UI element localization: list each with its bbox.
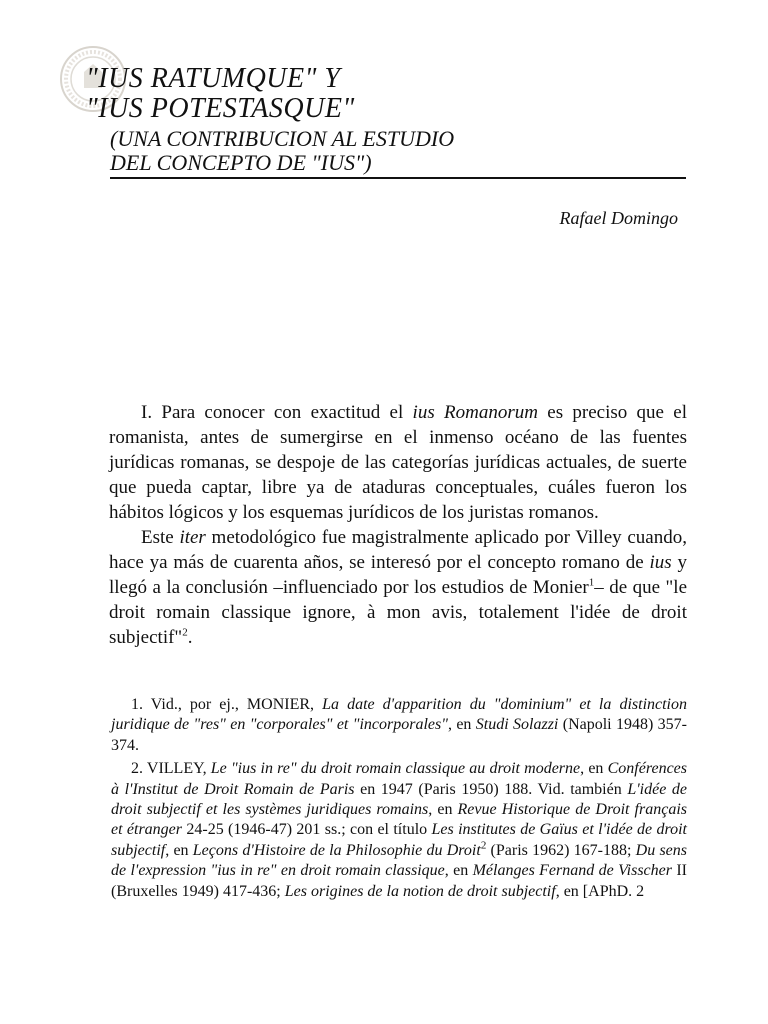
body-text [109,400,687,650]
title-rule [110,177,686,179]
author-name: Rafael Domingo [559,208,678,228]
article-subtitle [110,127,670,175]
subtitle-line-1: (UNA CONTRIBUCION AL ESTUDIO [110,126,455,151]
article-title [86,64,686,124]
paragraph-2: Este iter metodológico fue magistralmente aplicado por Villey cuando, hace ya más de cuarenta años, se interesó por el concepto romano de ius y llegó a la conclusión –influenciado por los estudios de Monier$^1$– de que "le droit romain classique ignore, à mon avis, totalement l'idée de droit subjectif"$^2$. [109,527,688,648]
subtitle-line-2: DEL CONCEPTO DE "IUS") [110,150,372,175]
title-line-2: "IUS POTESTASQUE" [86,93,355,124]
footnote-1: 1. Vid., por ej., MONIER, La date d'apparition du "dominium" et la distinction juridique de "res" en "corporales" et "incorporales", en Studi Solazzi (Napoli 1948) 357-374. [111,696,688,754]
paragraph-1: I. Para conocer con exactitud el ius Romanorum es preciso que el romanista, antes de sumergirse en el inmenso océano de las fuentes jurídicas romanas, se despoje de las categorías jurídicas actuales, de suerte que pueda captar, libre ya de ataduras conceptuales, cuáles fueron los hábitos lógicos y los esquemas jurídicos de los juristas romanos. [109,402,688,523]
title-line-1: "IUS RATUMQUE" Y [86,63,341,94]
footnote-2: 2. VILLEY, Le "ius in re" du droit romain classique au droit moderne, en Conférences à l'Institut de Droit Romain de Paris en 1947 (Paris 1950) 188. Vid. también L'idée de droit subjectif et les systèmes juridiques romains, en Revue Historique de Droit français et étranger 24-25 (1946-47) 201 ss.; con el título Les institutes de Gaïus et l'idée de droit subjectif, en Leçons d'Histoire de la Philosophie du Droit$^2$ (Paris 1962) 167-188; Du sens de l'expression "ius in re" en droit romain classique, en Mélanges Fernand de Visscher II (Bruxelles 1949) 417-436; Les origines de la notion de droit subjectif, en [APhD. 2 [111,760,688,900]
footnote-ref-1: 1 [588,576,595,589]
footnote-ref-2: 2 [182,626,188,639]
footnotes [111,695,687,902]
